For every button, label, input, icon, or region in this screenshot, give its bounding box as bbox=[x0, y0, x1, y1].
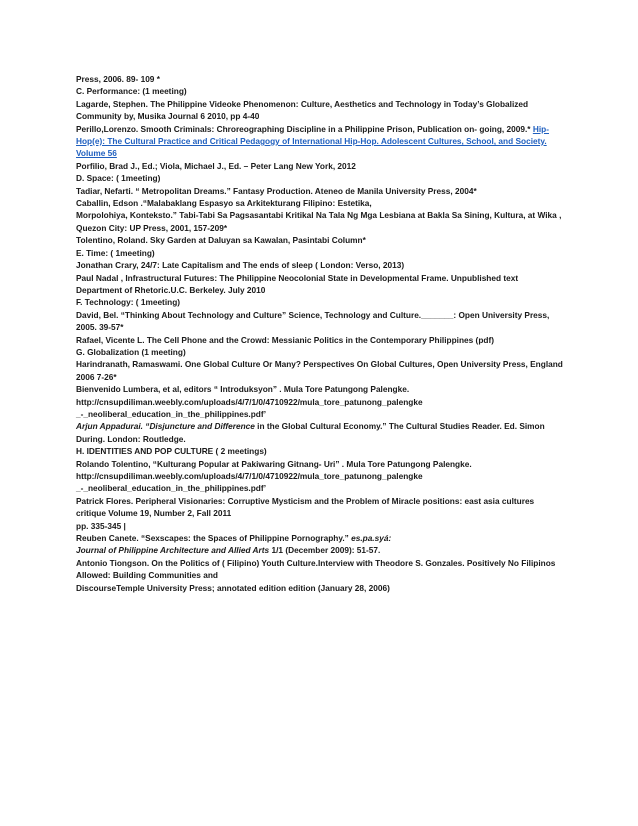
section-heading-performance: C. Performance: (1 meeting) bbox=[76, 86, 187, 97]
section-heading-globalization: G. Globalization (1 meeting) bbox=[76, 346, 186, 357]
reference-text: Perillo,Lorenzo. Smooth Criminals: Chroreographing Discipline in a Philippine Prison, Publication on- going, 2009.* bbox=[76, 123, 533, 134]
reference-entry: Rolando Tolentino, “Kulturang Popular at Pakiwaring Gitnang- Uri” . Mula Tore Patungong Palengke. bbox=[76, 458, 472, 469]
text-line: Press, 2006. 89- 109 * bbox=[76, 74, 160, 84]
reference-entry bbox=[76, 532, 566, 544]
reference-entry: Tadiar, Nefarti. “ Metropolitan Dreams.” Fantasy Production. Ateneo de Manila University Press, 2004* bbox=[76, 185, 477, 196]
reference-entry: Paul Nadal , Infrastructural Futures: The Philippine Neocolonial State in Developmental Frame. Unpublished text Department of Rhetoric.U.C. Berkeley. July 2010 bbox=[76, 272, 519, 295]
reference-text: in the Global Cultural Economy.” The Cultural Studies Reader. Ed. Simon During. London: Routledge. bbox=[76, 421, 545, 444]
reference-link[interactable]: Hip-Hop(e): The Cultural Practice and Critical Pedagogy of International Hip-Hop. Adolescent Cultures, School, and Society. Volume 56 bbox=[76, 123, 549, 159]
text-line: pp. 335-345 | bbox=[76, 520, 126, 531]
reference-entry: Lagarde, Stephen. The Philippine Videoke Phenomenon: Culture, Aesthetics and Technology in Today’s Globalized Community by, Musika Journal 6 2010, pp 4-40 bbox=[76, 98, 529, 122]
reference-entry: Patrick Flores. Peripheral Visionaries: Corruptive Mysticism and the Problem of Miracle positions: east asia cultures critique Volume 19, Number 2, Fall 2011 bbox=[76, 495, 535, 519]
section-heading-time: E. Time: ( 1meeting) bbox=[76, 247, 155, 258]
document-page bbox=[76, 73, 566, 594]
section-heading-identities: H. IDENTITIES AND POP CULTURE ( 2 meetings) bbox=[76, 446, 267, 457]
reference-entry: Rafael, Vicente L. The Cell Phone and the Crowd: Messianic Politics in the Contemporary Philippines (pdf) bbox=[76, 334, 494, 345]
reference-italic: Journal of Philippine Architecture and Allied Arts bbox=[76, 545, 270, 556]
section-heading-technology: F. Technology: ( 1meeting) bbox=[76, 297, 181, 308]
reference-entry: Morpolohiya, Konteksto.” Tabi-Tabi Sa Pagsasantabi Kritikal Na Tala Ng Mga Lesbiana at Bakla Sa Sining, Kultura, at Wika , Quezon City: UP Press, 2001, 157-209* bbox=[76, 210, 562, 233]
url-text: _-_neoliberal_education_in_the_philippines.pdf’ bbox=[76, 483, 267, 494]
url-text: http://cnsupdiliman.weebly.com/uploads/4/7/1/0/4710922/mula_tore_patunong_palengke bbox=[76, 471, 423, 481]
reference-entry: DiscourseTemple University Press; annotated edition edition (January 28, 2006) bbox=[76, 582, 390, 593]
url-text: http://cnsupdiliman.weebly.com/uploads/4/7/1/0/4710922/mula_tore_patunong_palengke bbox=[76, 396, 423, 407]
reference-entry bbox=[76, 544, 566, 556]
section-heading-space: D. Space: ( 1meeting) bbox=[76, 173, 161, 184]
reference-entry: Porfilio, Brad J., Ed.; Viola, Michael J., Ed. – Peter Lang New York, 2012 bbox=[76, 160, 356, 171]
reference-entry: Antonio Tiongson. On the Politics of ( Filipino) Youth Culture.Interview with Theodore S. Gonzales. Positively No Filipinos Allowed: Building Communities and bbox=[76, 557, 556, 581]
url-text: _-_neoliberal_education_in_the_philippines.pdf’ bbox=[76, 408, 267, 419]
reference-italic: es.pa.syá: bbox=[351, 533, 392, 544]
reference-entry: Harindranath, Ramaswami. One Global Culture Or Many? Perspectives On Global Cultures, Open University Press, England 2006 7-26* bbox=[76, 359, 563, 382]
reference-entry: David, Bel. “Thinking About Technology and Culture” Science, Technology and Culture._______: Open University Press, 2005. 39-57* bbox=[76, 309, 550, 333]
reference-text: 1/1 (December 2009): 51-57. bbox=[269, 545, 381, 556]
reference-italic: Arjun Appadurai. “Disjuncture and Difference bbox=[76, 421, 255, 432]
reference-entry: Tolentino, Roland. Sky Garden at Daluyan sa Kawalan, Pasintabi Column* bbox=[76, 235, 366, 246]
reference-entry: Caballin, Edson .“Malabaklang Espasyo sa Arkitekturang Filipino: Estetika, bbox=[76, 198, 372, 209]
reference-entry bbox=[76, 420, 566, 445]
reference-entry: Bienvenido Lumbera, et al, editors “ Introduksyon” . Mula Tore Patungong Palengke. bbox=[76, 384, 410, 395]
reference-entry bbox=[76, 123, 566, 160]
reference-entry: Jonathan Crary, 24/7: Late Capitalism and The ends of sleep ( London: Verso, 2013) bbox=[76, 260, 405, 271]
reference-text: Reuben Canete. “Sexscapes: the Spaces of Philippine Pornography.” bbox=[76, 533, 352, 544]
